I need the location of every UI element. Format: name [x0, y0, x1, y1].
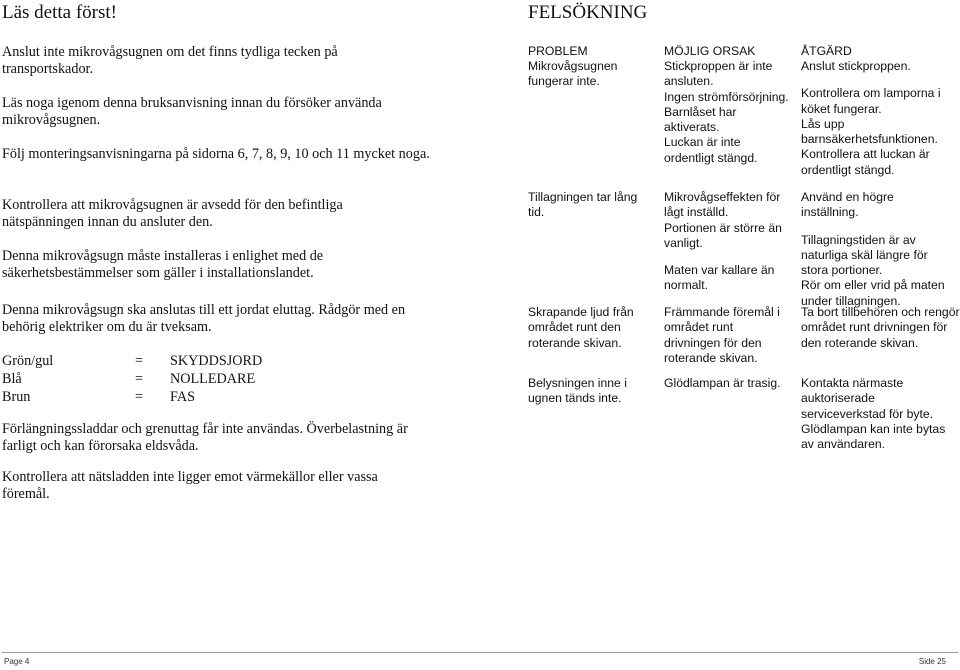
- action-cell: [801, 190, 953, 309]
- cause-item: Maten var kallare än normalt.: [664, 263, 775, 293]
- cause-cell: Glödlampan är trasig.: [664, 376, 781, 390]
- cause-cell: [664, 59, 789, 166]
- wire-row: [2, 371, 422, 389]
- cause-item: Portionen är större än vanligt.: [664, 220, 782, 250]
- header-cause: MÖJLIG ORSAK: [664, 44, 756, 58]
- problem-cell: Belysningen inne i ugnen tänds inte.: [528, 376, 627, 406]
- wire-name: SKYDDSJORD: [170, 353, 263, 369]
- paragraph-power-cord: Kontrollera att nätsladden inte ligger emot värmekällor eller vassa föremål.: [2, 469, 378, 502]
- problem-cell: Tillagningen tar lång tid.: [528, 190, 638, 220]
- problem-cell: Mikrovågsugnen fungerar inte.: [528, 59, 618, 89]
- action-item: Anslut stickproppen.: [801, 59, 911, 73]
- action-item: Tillagningstiden är av naturliga skäl längre för stora portioner.: [801, 232, 928, 278]
- paragraph-mounting: Följ monteringsanvisningarna på sidorna 6, 7, 8, 9, 10 och 11 mycket noga.: [2, 146, 430, 162]
- cause-item: Ingen strömförsörjning.: [664, 89, 789, 104]
- action-item: Använd en högre inställning.: [801, 190, 894, 220]
- paragraph-grounding: Denna mikrovågsugn ska anslutas till ett jordat eluttag. Rådgör med en behörig elektriker om du är tveksam.: [2, 302, 406, 335]
- wire-name: FAS: [170, 389, 195, 405]
- cause-item: Mikrovågseffekten för lågt inställd.: [664, 190, 781, 220]
- cause-cell: Främmande föremål i området runt drivningen för den roterande skivan.: [664, 305, 780, 365]
- action-item: Kontrollera att luckan är ordentligt stängd.: [801, 147, 930, 177]
- paragraph-voltage: Kontrollera att mikrovågsugnen är avsedd för den befintliga nätspänningen innan du ansluter den.: [2, 197, 343, 230]
- wire-equals: =: [135, 389, 144, 405]
- wire-equals: =: [135, 353, 144, 369]
- wire-equals: =: [135, 371, 144, 387]
- footer-divider: [2, 652, 958, 653]
- header-action: ÅTGÄRD: [801, 44, 852, 58]
- paragraph-transport: Anslut inte mikrovågsugnen om det finns tydliga tecken på transportskador.: [2, 44, 338, 77]
- wire-color: Grön/gul: [2, 353, 54, 369]
- right-title: FELSÖKNING: [528, 2, 648, 23]
- action-item: Rör om eller vrid på maten under tillagningen.: [801, 278, 945, 308]
- wire-table: [2, 353, 422, 407]
- paragraph-extension-cords: Förlängningssladdar och grenuttag får inte användas. Överbelastning är farligt och kan förorsaka eldsvåda.: [2, 421, 408, 454]
- wire-row: [2, 353, 422, 371]
- paragraph-installation: Denna mikrovågsugn måste installeras i enlighet med de säkerhetsbestämmelser som gäller i installationslandet.: [2, 248, 324, 281]
- cause-cell: [664, 190, 789, 294]
- cause-item: Barnlåset har aktiverats.: [664, 104, 737, 135]
- action-item: Kontrollera om lamporna i köket fungerar.: [801, 86, 941, 116]
- wire-color: Blå: [2, 371, 22, 387]
- footer-page-left: Page 4: [4, 657, 30, 666]
- wire-color: Brun: [2, 389, 31, 405]
- cause-item: Stickproppen är inte ansluten.: [664, 59, 773, 89]
- action-cell: Kontakta närmaste auktoriserade serviceverkstad för byte. Glödlampan kan inte bytas av användaren.: [801, 376, 946, 452]
- action-cell: [801, 59, 953, 178]
- footer-page-right: Side 25: [918, 657, 946, 666]
- left-title: Läs detta först!: [2, 2, 118, 23]
- problem-cell: Skrapande ljud från området runt den roterande skivan.: [528, 305, 634, 350]
- cause-item: Luckan är inte ordentligt stängd.: [664, 135, 758, 165]
- header-problem: PROBLEM: [528, 44, 588, 58]
- wire-row: [2, 389, 422, 407]
- paragraph-read-manual: Läs noga igenom denna bruksanvisning innan du försöker använda mikrovågsugnen.: [2, 95, 382, 128]
- action-cell: Ta bort tillbehören och rengör området runt drivningen för den roterande skivan.: [801, 305, 960, 350]
- wire-name: NOLLEDARE: [170, 371, 256, 387]
- action-item: Lås upp barnsäkerhetsfunktionen.: [801, 116, 938, 147]
